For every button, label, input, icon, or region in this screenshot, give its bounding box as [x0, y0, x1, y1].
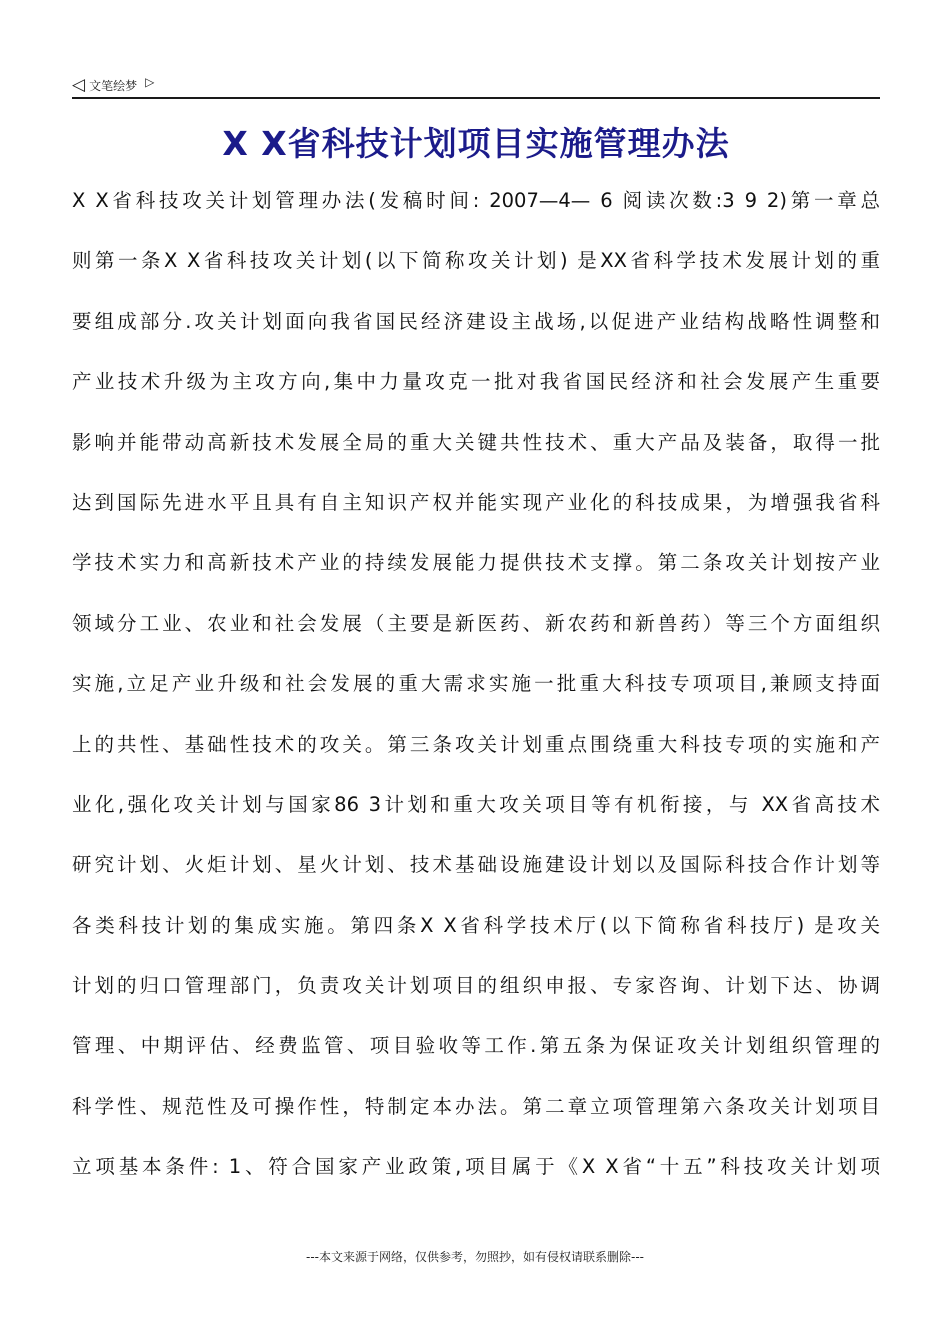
- body-text-line: 计划的归口管理部门，负责攻关计划项目的组织申报、专家咨询、计划下达、协调: [72, 974, 880, 998]
- body-text-line: 则第一条X X省科技攻关计划(以下简称攻关计划) 是XX省科学技术发展计划的重: [72, 249, 880, 273]
- body-text-line: 立项基本条件: 1、符合国家产业政策,项目属于《X X省“十五”科技攻关计划项: [72, 1155, 880, 1179]
- document-body: [72, 182, 880, 1209]
- body-text-line: 学技术实力和高新技术产业的持续发展能力提供技术支撑。第二条攻关计划按产业: [72, 551, 880, 575]
- body-text-line: 实施,立足产业升级和社会发展的重大需求实施一批重大科技专项项目,兼顾支持面: [72, 672, 880, 696]
- body-text-line: 研究计划、火炬计划、星火计划、技术基础设施建设计划以及国际科技合作计划等: [72, 853, 880, 877]
- header-label: 文笔绘梦: [89, 78, 138, 93]
- triangle-right-outline-icon: ▷: [145, 75, 155, 89]
- body-text-line: 上的共性、基础性技术的攻关。第三条攻关计划重点围绕重大科技专项的实施和产: [72, 732, 880, 756]
- header-divider: [72, 97, 880, 99]
- body-text-line: 产业技术升级为主攻方向,集中力量攻克一批对我省国民经济和社会发展产生重要: [72, 370, 880, 394]
- body-text-line: 影响并能带动高新技术发展全局的重大关键共性技术、重大产品及装备，取得一批: [72, 430, 880, 454]
- body-text-line: 管理、中期评估、经费监管、项目验收等工作.第五条为保证攻关计划组织管理的: [72, 1034, 880, 1058]
- body-text-line: 要组成部分.攻关计划面向我省国民经济建设主战场,以促进产业结构战略性调整和: [72, 309, 880, 333]
- body-text-line: 科学性、规范性及可操作性，特制定本办法。第二章立项管理第六条攻关计划项目: [72, 1094, 880, 1118]
- page-header: [72, 74, 880, 96]
- body-text-line: 达到国际先进水平且具有自主知识产权并能实现产业化的科技成果，为增强我省科: [72, 490, 880, 514]
- document-title: X X省科技计划项目实施管理办法: [222, 124, 730, 163]
- body-text-line: X X省科技攻关计划管理办法(发稿时间: 2007—4— 6 阅读次数:3 9 2)第一章总: [72, 189, 880, 212]
- footer-disclaimer: ---本文来源于网络，仅供参考，勿照抄，如有侵权请联系删除---: [306, 1250, 644, 1264]
- body-text-line: 领域分工业、农业和社会发展（主要是新医药、新农药和新兽药）等三个方面组织: [72, 611, 880, 635]
- body-text-line: 业化,强化攻关计划与国家86 3计划和重大攻关项目等有机衔接，与 XX省高技术: [72, 792, 880, 816]
- body-text-line: 各类科技计划的集成实施。第四条X X省科学技术厅(以下简称省科技厅) 是攻关: [72, 913, 880, 937]
- triangle-left-outline-icon: ◁: [72, 74, 86, 95]
